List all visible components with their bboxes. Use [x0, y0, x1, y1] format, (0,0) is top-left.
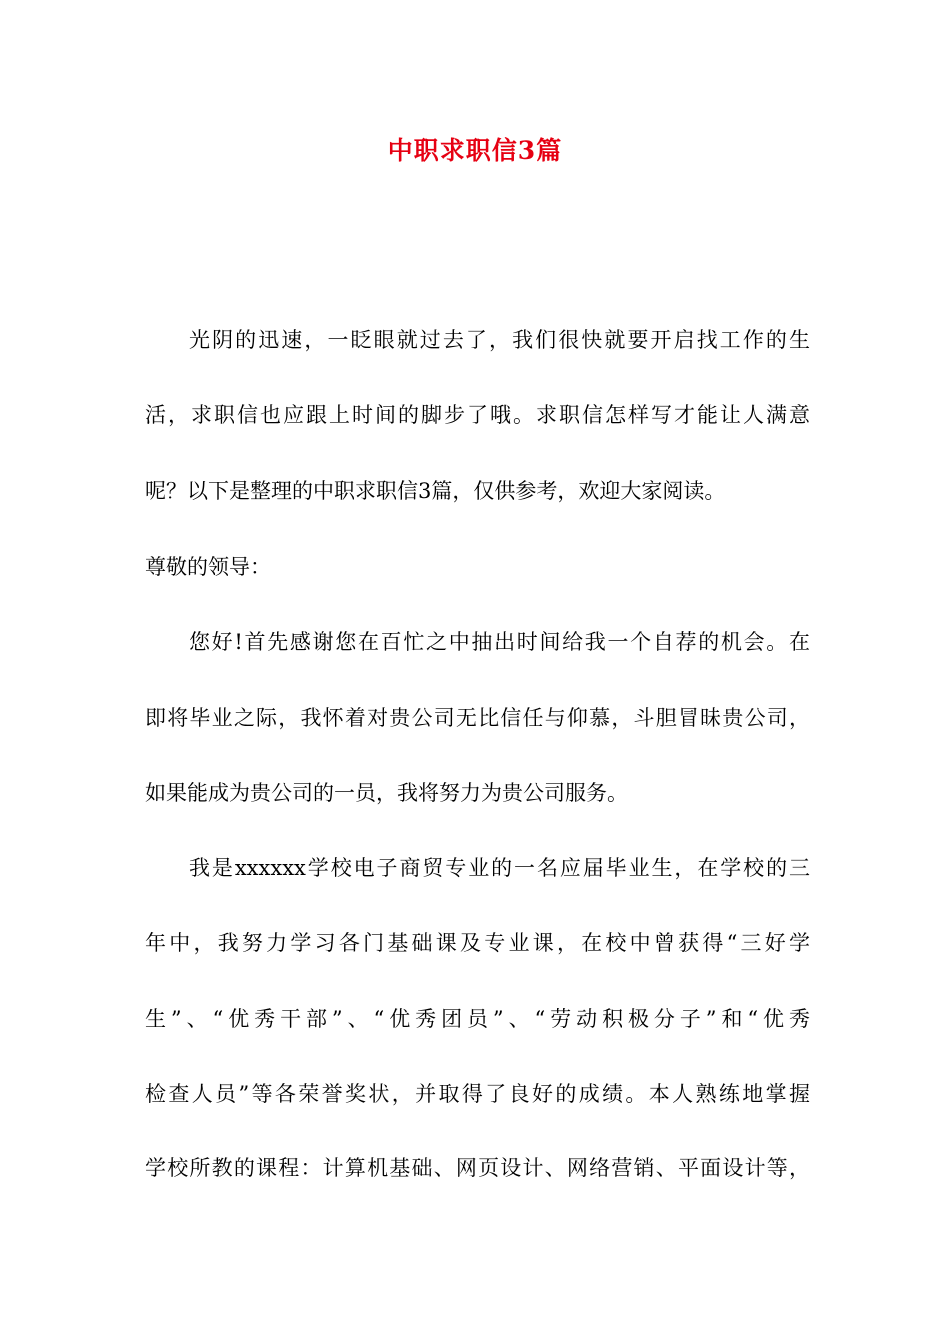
salutation-line: 尊敬的领导：	[145, 555, 271, 579]
paragraph-line: 呢？以下是整理的中职求职信3篇，仅供参考，欢迎大家阅读。	[145, 479, 726, 503]
paragraph-line: 年中，我努力学习各门基础课及专业课，在校中曾获得“三好学	[145, 931, 810, 955]
paragraph-line: 生”、“优秀干部”、“优秀团员”、“劳动积极分子”和“优秀	[145, 1007, 810, 1031]
paragraph-line: 学校所教的课程：计算机基础、网页设计、网络营销、平面设计等，	[145, 1156, 810, 1180]
paragraph-line: 光阴的迅速，一眨眼就过去了，我们很快就要开启找工作的生	[189, 328, 810, 352]
paragraph-line: 活，求职信也应跟上时间的脚步了哦。求职信怎样写才能让人满意	[145, 403, 810, 427]
page-title: 中职求职信3篇	[387, 136, 563, 165]
paragraph-line: 即将毕业之际，我怀着对贵公司无比信任与仰慕，斗胆冒昧贵公司，	[145, 706, 810, 730]
paragraph-line: 我是xxxxxx学校电子商贸专业的一名应届毕业生，在学校的三	[189, 856, 810, 880]
paragraph-line: 检查人员”等各荣誉奖状，并取得了良好的成绩。本人熟练地掌握	[145, 1082, 810, 1106]
paragraph-line: 您好!首先感谢您在百忙之中抽出时间给我一个自荐的机会。在	[189, 630, 810, 654]
paragraph-line: 如果能成为贵公司的一员，我将努力为贵公司服务。	[145, 781, 628, 805]
